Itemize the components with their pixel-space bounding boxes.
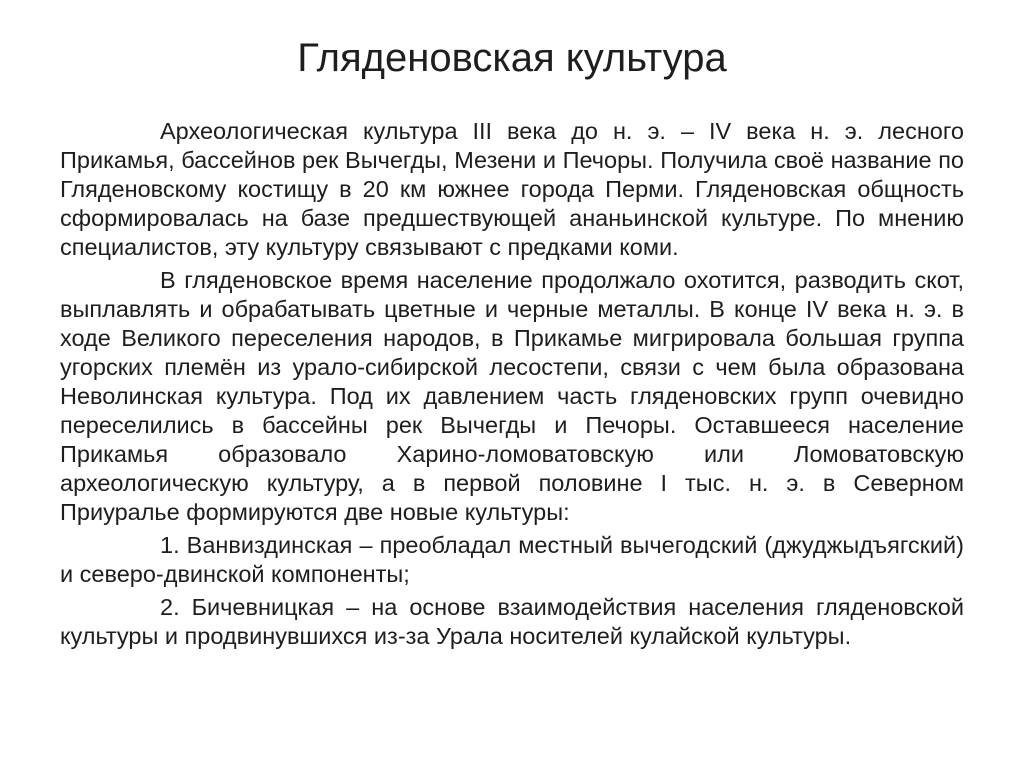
slide-body bbox=[60, 117, 964, 655]
list-item-vanvizdinskaya: 1. Ванвиздинская – преобладал местный вычегодский (джуджыдъягский) и северо-двинской компоненты; bbox=[60, 532, 964, 587]
history-paragraph: В гляденовское время население продолжало охотится, разводить скот, выплавлять и обрабатывать цветные и черные металлы. В конце IV века н. э. в ходе Великого переселения народов, в Прикамье мигрировала большая группа угорских племён из урало-сибирской лесостепи, связи с чем была образована Неволинская культура. Под их давлением часть гляденовских групп очевидно переселились в бассейны рек Вычегды и Печоры. Оставшееся население Прикамья образовало Харино-ломоватовскую или Ломоватовскую археологическую культуру, а в первой половине I тыс. н. э. в Северном Приуралье формируются две новые культуры: bbox=[60, 267, 964, 525]
list-item-bichevnitskaya: 2. Бичевницкая – на основе взаимодействия населения гляденовской культуры и продвинувшихся из-за Урала носителей кулайской культуры. bbox=[60, 594, 964, 649]
intro-paragraph: Археологическая культура III века до н. э. – IV века н. э. лесного Прикамья, бассейнов рек Вычегды, Мезени и Печоры. Получила своё название по Гляденовскому костищу в 20 км южнее города Перми. Гляденовская общность сформировалась на базе предшествующей ананьинской культуре. По мнению специалистов, эту культуру связывают с предками коми. bbox=[60, 118, 964, 260]
slide-title: Гляденовская культура bbox=[297, 36, 727, 80]
